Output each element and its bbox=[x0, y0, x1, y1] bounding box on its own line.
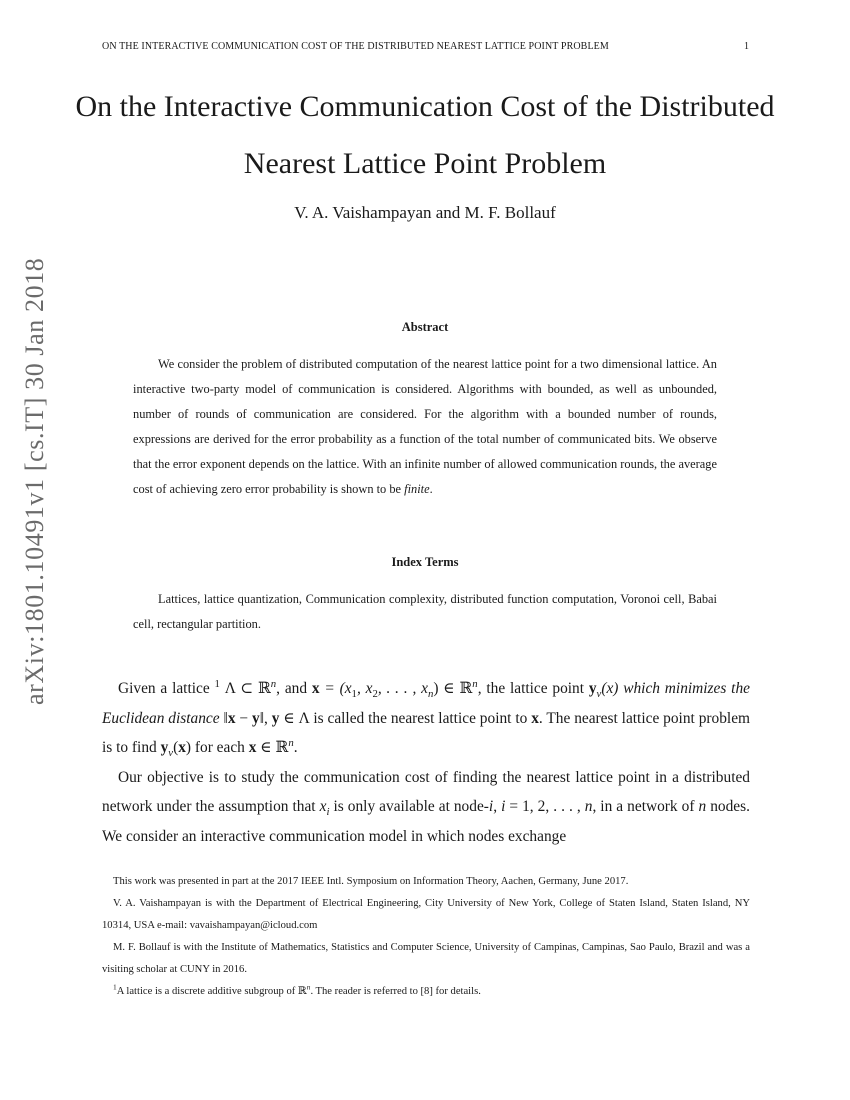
index-terms-text: Lattices, lattice quantization, Communication complexity, distributed function computation, Voronoi cell, Babai cell, rectangular partition. bbox=[133, 592, 717, 631]
running-header: ON THE INTERACTIVE COMMUNICATION COST OF THE DISTRIBUTED NEAREST LATTICE POINT PROBLEM bbox=[102, 41, 609, 52]
author-list: V. A. Vaishampayan and M. F. Bollauf bbox=[294, 203, 556, 222]
body-paragraph-2: Our objective is to study the communication cost of finding the nearest lattice point in a distributed network under the assumption that $x_i$ is only available at node-i, i = 1, 2, . . . , n, in a network of n nodes. We consider an interactive communication model in which nodes exchange bbox=[102, 768, 750, 845]
main-body bbox=[102, 674, 750, 851]
paper-title: On the Interactive Communication Cost of the Distributed Nearest Lattice Point Problem bbox=[75, 90, 775, 180]
footnote-mark: 1 bbox=[214, 677, 220, 690]
page-number: 1 bbox=[744, 41, 749, 52]
arxiv-stamp: arXiv:1801.10491v1 [cs.IT] 30 Jan 2018 bbox=[20, 257, 49, 705]
abstract-text: We consider the problem of distributed computation of the nearest lattice point for a two dimensional lattice. An interactive two-party model of communication is considered. Algorithms with bounded, as well as unbounded, number of rounds of communication are considered. For the algorithm with a bounded number of rounds, expressions are derived for the error probability as a function of the total number of communicated bits. We observe that the error exponent depends on the lattice. With an infinite number of allowed communication rounds, the average cost of achieving zero error probability is shown to be finite. bbox=[133, 357, 717, 496]
footnote-author-2: M. F. Bollauf is with the Institute of Mathematics, Statistics and Computer Science, University of Campinas, Campinas, Sao Paulo, Brazil and was a visiting scholar at CUNY in 2016. bbox=[102, 942, 750, 975]
footnotes bbox=[102, 871, 750, 1003]
footnote-presentation: This work was presented in part at the 2017 IEEE Intl. Symposium on Information Theory, Aachen, Germany, June 2017. bbox=[113, 876, 629, 887]
footnote-lattice: $^1$A lattice is a discrete additive subgroup of ℝ$^n$. The reader is referred to [8] for details. bbox=[113, 982, 481, 997]
abstract-heading: Abstract bbox=[401, 320, 449, 334]
footnote-author-1: V. A. Vaishampayan is with the Department of Electrical Engineering, City University of New York, College of Staten Island, Staten Island, NY 10314, USA e-mail: vavaishampayan@icloud.com bbox=[102, 898, 750, 931]
index-terms-heading: Index Terms bbox=[391, 555, 459, 569]
body-paragraph-1: Given a lattice $^1$ Λ ⊂ ℝ$^n$, and $x = (x_1$, $x_2$, . . . , $x_n$) ∈ ℝ$^n$, the lattice point $y_v(x)$ which minimizes the Euclidean distance ‖x − y‖, y ∈ Λ is called the nearest lattice point to x. The nearest lattice point problem is to find $y_v(x)$ for each x ∈ ℝ$^n$. bbox=[102, 677, 750, 760]
abstract-emphasis: finite bbox=[404, 482, 430, 496]
